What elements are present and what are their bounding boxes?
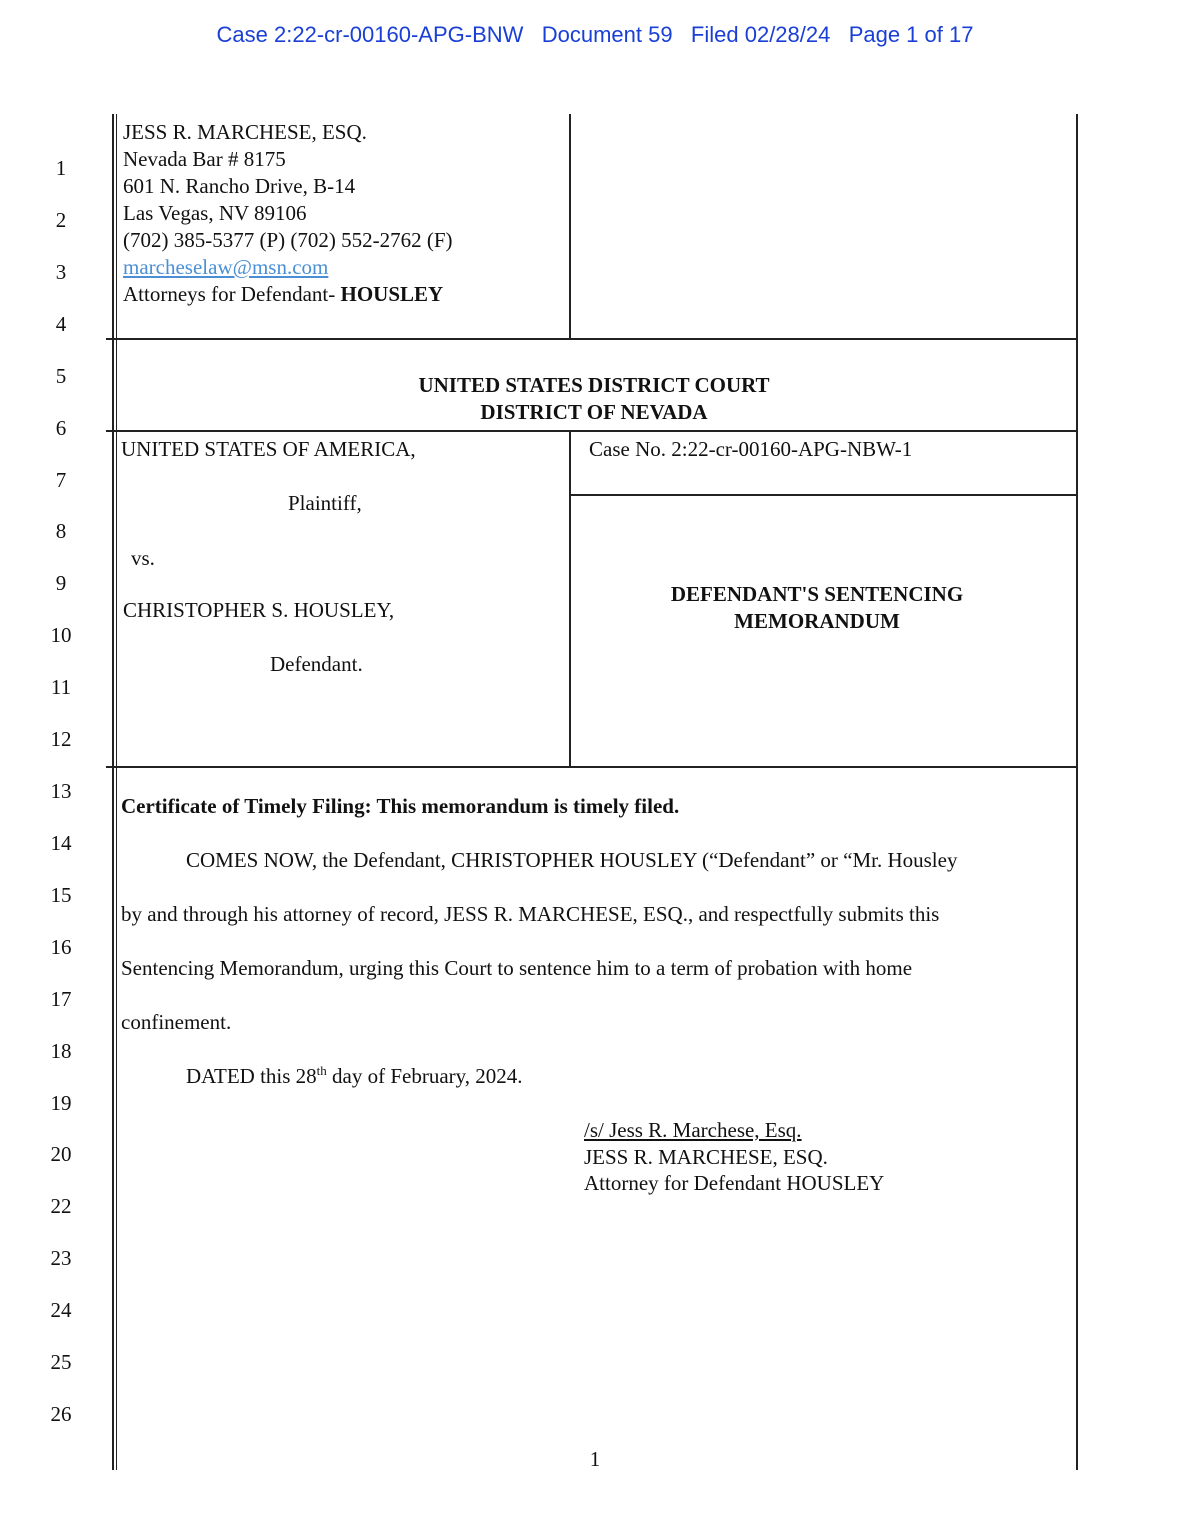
line-number: 1 xyxy=(55,156,67,180)
body-paragraph-line2: by and through his attorney of record, JESS R. MARCHESE, ESQ., and respectfully submits this xyxy=(121,902,940,926)
defendant-label: Defendant. xyxy=(270,652,363,676)
line-number: 24 xyxy=(50,1298,72,1322)
line-number: 5 xyxy=(55,364,67,388)
case-number: Case No. 2:22-cr-00160-APG-NBW-1 xyxy=(589,437,913,461)
line-number: 14 xyxy=(50,831,72,855)
attorney-email-link[interactable]: marcheselaw@msn.com xyxy=(123,255,329,279)
attorney-block-divider xyxy=(569,114,571,338)
line-number: 8 xyxy=(55,519,67,543)
versus-label: vs. xyxy=(131,546,155,570)
rule-below-attorney xyxy=(106,338,1076,340)
line-number: 2 xyxy=(55,208,67,232)
line-number: 18 xyxy=(50,1039,72,1063)
filing-header-stamp: Case 2:22-cr-00160-APG-BNW Document 59 Filed 02/28/24 Page 1 of 17 xyxy=(216,22,974,47)
left-margin-rule-inner xyxy=(116,114,117,1470)
certificate-of-timely-filing: Certificate of Timely Filing: This memorandum is timely filed. xyxy=(121,794,680,818)
attorneys-for xyxy=(123,281,443,308)
line-number: 25 xyxy=(50,1350,72,1374)
signature-name: JESS R. MARCHESE, ESQ. xyxy=(584,1145,828,1169)
plaintiff-label: Plaintiff, xyxy=(288,491,362,515)
dated-prefix: DATED this 28 xyxy=(186,1064,317,1088)
page-number: 1 xyxy=(589,1447,601,1471)
line-number: 11 xyxy=(50,675,72,699)
line-number: 16 xyxy=(50,935,72,959)
rule-below-caseno xyxy=(570,494,1076,496)
line-number: 12 xyxy=(50,727,72,751)
document-title-line2: MEMORANDUM xyxy=(734,609,900,633)
body-paragraph-line1: COMES NOW, the Defendant, CHRISTOPHER HOUSLEY (“Defendant” or “Mr. Housley xyxy=(186,848,958,872)
defendant-name: CHRISTOPHER S. HOUSLEY, xyxy=(123,598,395,622)
line-number: 23 xyxy=(50,1246,72,1270)
attorney-address-line1: 601 N. Rancho Drive, B-14 xyxy=(123,174,356,198)
line-number: 3 xyxy=(55,260,67,284)
dated-suffix: day of February, 2024. xyxy=(326,1064,523,1088)
line-number: 4 xyxy=(55,312,67,336)
body-paragraph-line3: Sentencing Memorandum, urging this Court to sentence him to a term of probation with home xyxy=(121,956,913,980)
document-title-line1: DEFENDANT'S SENTENCING xyxy=(670,582,964,606)
attorney-name: JESS R. MARCHESE, ESQ. xyxy=(123,120,367,144)
attorney-phone: (702) 385-5377 (P) (702) 552-2762 (F) xyxy=(123,228,453,252)
line-number: 26 xyxy=(50,1402,72,1426)
line-number: 7 xyxy=(55,468,67,492)
line-number: 19 xyxy=(50,1091,72,1115)
attorneys-for-label: Attorneys for Defendant- xyxy=(123,282,341,306)
electronic-signature: /s/ Jess R. Marchese, Esq. xyxy=(584,1118,802,1142)
signature-role: Attorney for Defendant HOUSLEY xyxy=(584,1171,885,1195)
line-number: 22 xyxy=(50,1194,72,1218)
dated-ordinal: th xyxy=(316,1063,327,1078)
body-paragraph-line4: confinement. xyxy=(121,1010,232,1034)
line-number: 10 xyxy=(50,623,72,647)
dated-line xyxy=(186,1063,523,1090)
line-number: 20 xyxy=(50,1142,72,1166)
court-name: UNITED STATES DISTRICT COURT xyxy=(418,373,770,397)
court-district: DISTRICT OF NEVADA xyxy=(480,400,708,424)
attorneys-for-client: HOUSLEY xyxy=(340,282,444,306)
line-number: 17 xyxy=(50,987,72,1011)
rule-below-court xyxy=(106,430,1076,432)
rule-below-caption xyxy=(106,766,1076,768)
attorney-address-line2: Las Vegas, NV 89106 xyxy=(123,201,307,225)
left-margin-rule-outer xyxy=(112,114,114,1470)
attorney-bar-number: Nevada Bar # 8175 xyxy=(123,147,286,171)
line-number: 13 xyxy=(50,779,72,803)
line-number: 15 xyxy=(50,883,72,907)
plaintiff-name: UNITED STATES OF AMERICA, xyxy=(121,437,416,461)
right-margin-rule xyxy=(1076,114,1078,1470)
line-number: 9 xyxy=(55,571,67,595)
line-number: 6 xyxy=(55,416,67,440)
